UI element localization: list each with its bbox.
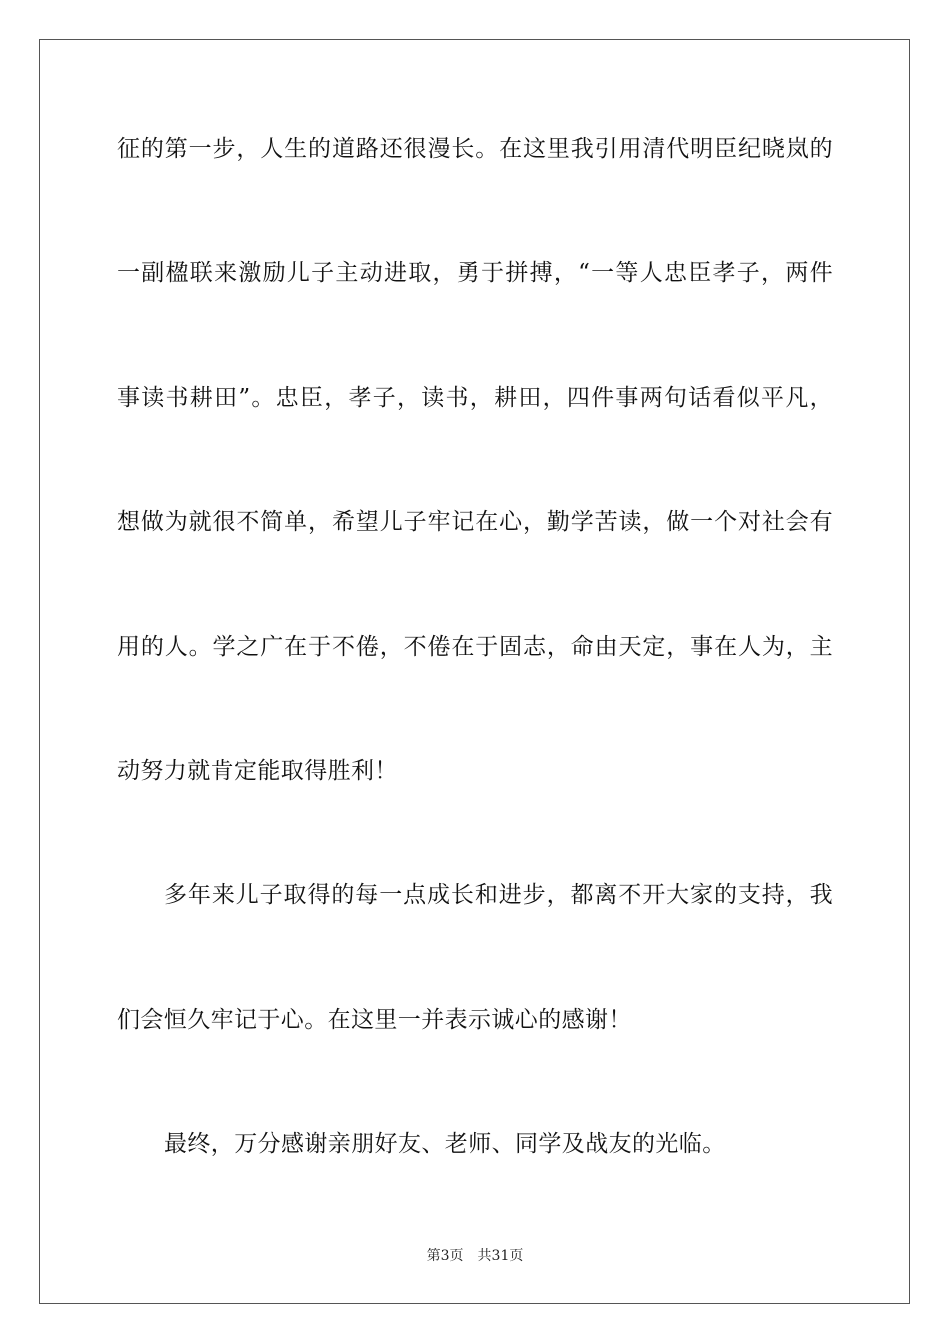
paragraph-line: 多年来儿子取得的每一点成长和进步，都离不开大家的支持，我: [164, 882, 833, 909]
paragraph-line: 事读书耕田”。忠臣，孝子，读书，耕田，四件事两句话看似平凡，: [117, 384, 833, 411]
document-body: [117, 118, 833, 1238]
paragraph-line: 用的人。学之广在于不倦，不倦在于固志，命由天定，事在人为，主: [117, 633, 833, 660]
paragraph-line: 一副楹联来激励儿子主动进取，勇于拼搏，“一等人忠臣孝子，两件: [117, 260, 833, 287]
paragraph-line: 最终，万分感谢亲朋好友、老师、同学及战友的光临。: [164, 1131, 726, 1158]
page-number: 第3页: [426, 1248, 464, 1264]
page-footer: [0, 1245, 950, 1265]
paragraph-line: 动努力就肯定能取得胜利！: [117, 757, 398, 784]
total-pages: 共31页: [477, 1248, 524, 1264]
paragraph-line: 征的第一步，人生的道路还很漫长。在这里我引用清代明臣纪晓岚的: [117, 136, 833, 162]
paragraph-line: 想做为就很不简单，希望儿子牢记在心，勤学苦读，做一个对社会有: [117, 509, 833, 536]
paragraph-line: 们会恒久牢记于心。在这里一并表示诚心的感谢！: [117, 1006, 632, 1033]
